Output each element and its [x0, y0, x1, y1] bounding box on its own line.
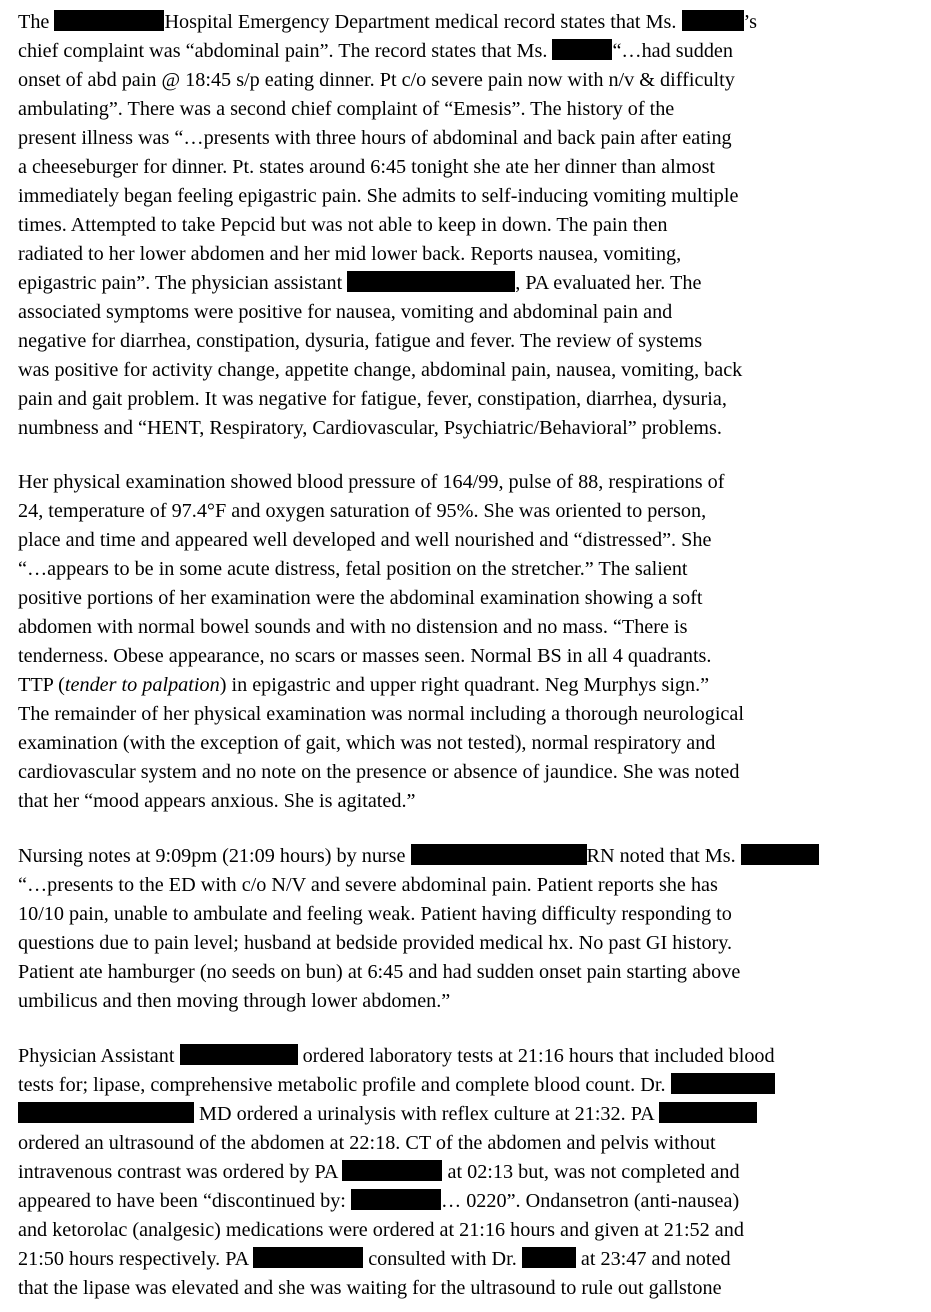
text-line [18, 842, 918, 871]
text-line [18, 1245, 918, 1274]
text-line [18, 1071, 918, 1100]
text-run: The [18, 11, 55, 33]
redaction-box [54, 10, 164, 31]
text-run: at 23:47 and noted [575, 1248, 731, 1270]
text-line: immediately began feeling epigastric pain. She admits to self-inducing vomiting multiple [18, 185, 739, 207]
text-line: place and time and appeared well developed and well nourished and “distressed”. She [18, 529, 712, 551]
text-line: ambulating”. There was a second chief complaint of “Emesis”. The history of the [18, 98, 675, 120]
redaction-box [347, 271, 515, 292]
redaction-box [682, 10, 744, 31]
text-line: negative for diarrhea, constipation, dysuria, fatigue and fever. The review of systems [18, 330, 703, 352]
paragraph-chief-complaint [18, 8, 918, 443]
redaction-box [671, 1073, 775, 1094]
text-line: present illness was “…presents with three hours of abdominal and back pain after eating [18, 127, 732, 149]
text-line: positive portions of her examination were the abdominal examination showing a soft [18, 587, 703, 609]
text-run: ) in epigastric and upper right quadrant. Neg Murphys sign.” [219, 674, 710, 696]
text-line: questions due to pain level; husband at bedside provided medical hx. No past GI history. [18, 932, 733, 954]
text-line: 10/10 pain, unable to ambulate and feeling weak. Patient having difficulty responding to [18, 903, 732, 925]
text-run: epigastric pain”. The physician assistant [18, 272, 348, 294]
text-run: Nursing notes at 9:09pm (21:09 hours) by nurse [18, 845, 411, 867]
redaction-box [659, 1102, 757, 1123]
text-line: The remainder of her physical examination was normal including a thorough neurological [18, 703, 744, 725]
text-line: numbness and “HENT, Respiratory, Cardiovascular, Psychiatric/Behavioral” problems. [18, 417, 722, 439]
text-line [18, 1100, 918, 1129]
text-run: consulted with Dr. [363, 1248, 522, 1270]
text-line: tenderness. Obese appearance, no scars or masses seen. Normal BS in all 4 quadrants. [18, 645, 712, 667]
text-run: appeared to have been “discontinued by: [18, 1190, 351, 1212]
text-run: at 02:13 but, was not completed and [442, 1161, 740, 1183]
paragraph-orders [18, 1042, 918, 1303]
redaction-box [253, 1247, 363, 1268]
text-run: tests for; lipase, comprehensive metabolic profile and complete blood count. Dr. [18, 1074, 671, 1096]
text-line: radiated to her lower abdomen and her mid lower back. Reports nausea, vomiting, [18, 243, 682, 265]
text-line: that her “mood appears anxious. She is agitated.” [18, 790, 416, 812]
text-line [18, 1187, 918, 1216]
text-line [18, 671, 918, 700]
text-run: ’s [743, 11, 757, 33]
paragraph-nursing-notes [18, 842, 918, 1016]
redaction-box [522, 1247, 576, 1268]
redaction-box [180, 1044, 298, 1065]
text-line: was positive for activity change, appetite change, abdominal pain, nausea, vomiting, back [18, 359, 743, 381]
text-run: “…had sudden [612, 40, 733, 62]
text-run: , PA evaluated her. The [515, 272, 702, 294]
text-line: “…presents to the ED with c/o N/V and severe abdominal pain. Patient reports she has [18, 874, 718, 896]
redaction-box [552, 39, 612, 60]
text-line: that the lipase was elevated and she was waiting for the ultrasound to rule out gallstone [18, 1277, 722, 1299]
paragraph-physical-exam [18, 468, 918, 816]
text-run: Physician Assistant [18, 1045, 180, 1067]
text-line: Her physical examination showed blood pressure of 164/99, pulse of 88, respirations of [18, 471, 725, 493]
text-line [18, 269, 918, 298]
text-line: “…appears to be in some acute distress, fetal position on the stretcher.” The salient [18, 558, 688, 580]
redaction-box [18, 1102, 194, 1123]
text-line: cardiovascular system and no note on the presence or absence of jaundice. She was noted [18, 761, 740, 783]
text-run: chief complaint was “abdominal pain”. The record states that Ms. [18, 40, 553, 62]
text-line: 24, temperature of 97.4°F and oxygen saturation of 95%. She was oriented to person, [18, 500, 707, 522]
text-run: RN noted that Ms. [586, 845, 741, 867]
text-line: associated symptoms were positive for nausea, vomiting and abdominal pain and [18, 301, 673, 323]
text-run: 21:50 hours respectively. PA [18, 1248, 254, 1270]
text-line: onset of abd pain @ 18:45 s/p eating dinner. Pt c/o severe pain now with n/v & difficulty [18, 69, 735, 91]
redaction-box [411, 844, 587, 865]
text-run: ordered laboratory tests at 21:16 hours that included blood [297, 1045, 775, 1067]
text-line [18, 8, 918, 37]
redaction-box [351, 1189, 441, 1210]
redaction-box [342, 1160, 442, 1181]
text-line: examination (with the exception of gait, which was not tested), normal respiratory and [18, 732, 716, 754]
text-line: and ketorolac (analgesic) medications were ordered at 21:16 hours and given at 21:52 and [18, 1219, 744, 1241]
redaction-box [741, 844, 819, 865]
text-line: times. Attempted to take Pepcid but was not able to keep in down. The pain then [18, 214, 668, 236]
text-line [18, 1042, 918, 1071]
text-run: intravenous contrast was ordered by PA [18, 1161, 343, 1183]
text-run: TTP ( [18, 674, 65, 696]
text-line: abdomen with normal bowel sounds and with no distension and no mass. “There is [18, 616, 688, 638]
text-line: ordered an ultrasound of the abdomen at 22:18. CT of the abdomen and pelvis without [18, 1132, 716, 1154]
text-line: pain and gait problem. It was negative for fatigue, fever, constipation, diarrhea, dysuria, [18, 388, 727, 410]
text-run: … 0220”. Ondansetron (anti-nausea) [440, 1190, 740, 1212]
text-line: a cheeseburger for dinner. Pt. states around 6:45 tonight she ate her dinner than almost [18, 156, 716, 178]
text-line: Patient ate hamburger (no seeds on bun) at 6:45 and had sudden onset pain starting above [18, 961, 741, 983]
text-run: Hospital Emergency Department medical record states that Ms. [164, 11, 682, 33]
text-line [18, 37, 918, 66]
italic-text-run: tender to palpation [64, 674, 220, 696]
text-line: umbilicus and then moving through lower abdomen.” [18, 990, 451, 1012]
text-line [18, 1158, 918, 1187]
text-run: MD ordered a urinalysis with reflex culture at 21:32. PA [194, 1103, 659, 1125]
